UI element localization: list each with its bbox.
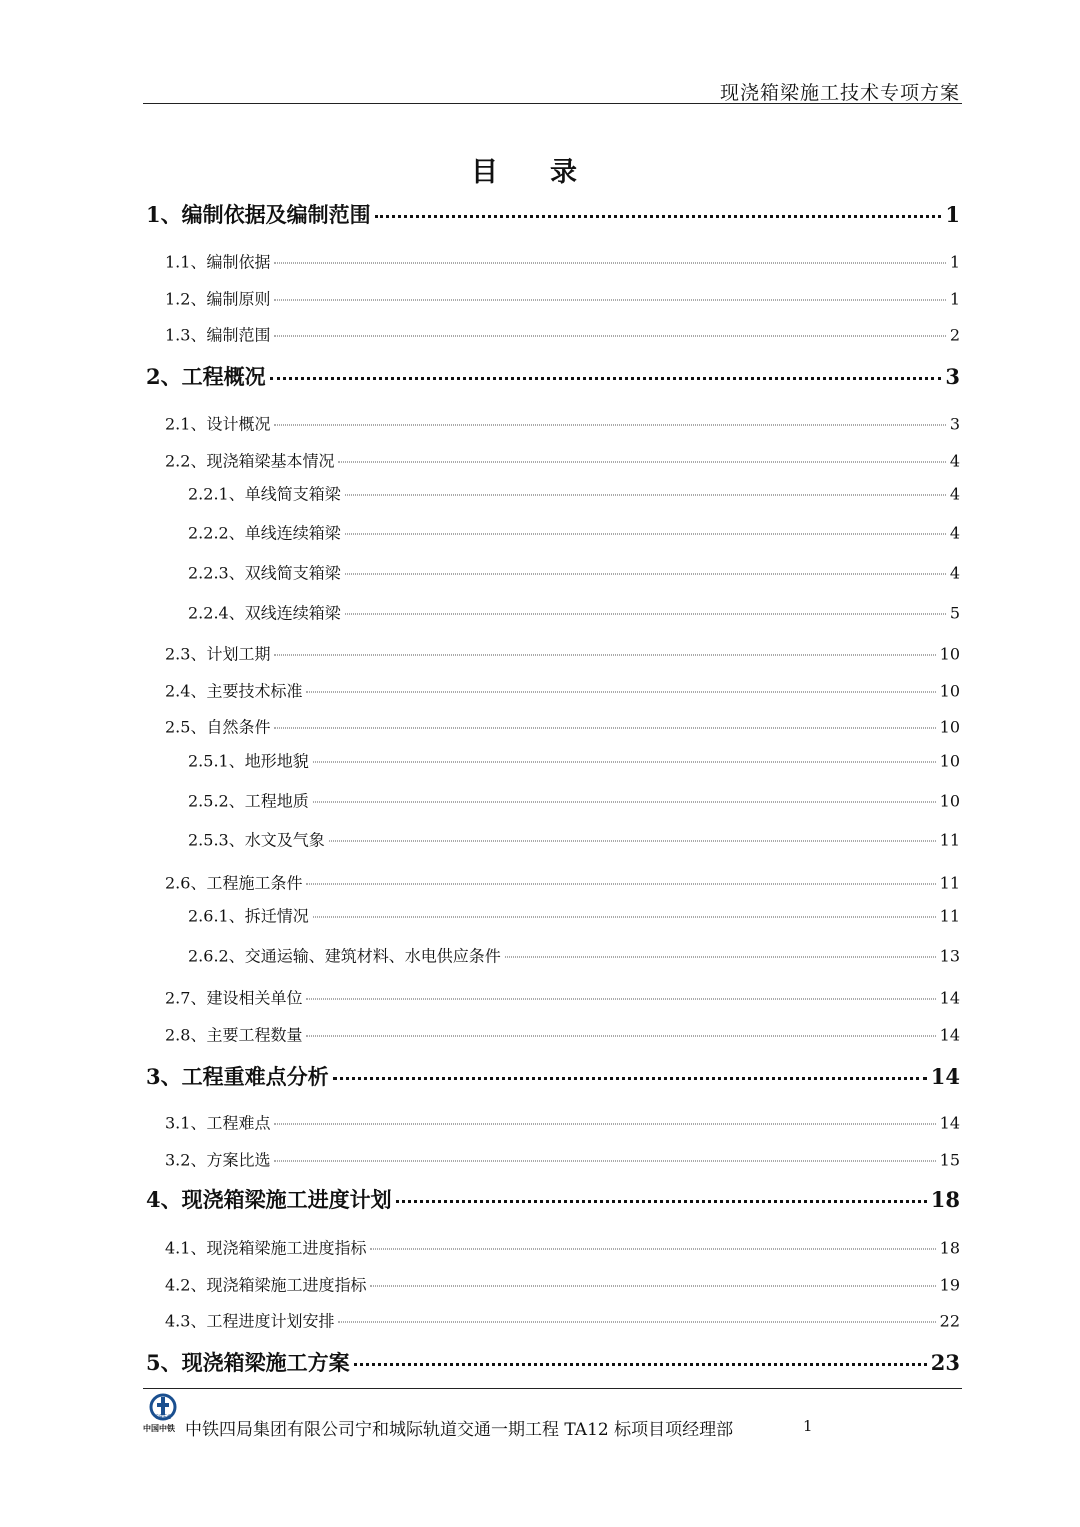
dot-leader bbox=[370, 1249, 935, 1250]
toc-entry-label: 2.6.1、拆迁情况 bbox=[188, 906, 309, 926]
toc-entry-page: 14 bbox=[930, 1064, 960, 1089]
toc-entry-page: 10 bbox=[939, 751, 960, 771]
dot-leader bbox=[306, 884, 935, 885]
dot-leader bbox=[338, 462, 945, 463]
toc-entry-page: 18 bbox=[930, 1187, 960, 1212]
toc-entry[interactable] bbox=[165, 449, 960, 472]
toc-entry-page: 3 bbox=[949, 414, 960, 434]
footer-rule bbox=[143, 1388, 962, 1389]
dot-leader bbox=[274, 728, 935, 729]
dot-leader bbox=[274, 425, 945, 426]
toc-entry-page: 4 bbox=[949, 484, 960, 504]
page-header-title: 现浇箱梁施工技术专项方案 bbox=[719, 82, 960, 104]
footer-company: 中铁四局集团有限公司宁和城际轨道交通一期工程 TA12 标项目项经理部 bbox=[185, 1420, 734, 1440]
toc-entry-label: 2.7、建设相关单位 bbox=[165, 988, 303, 1008]
toc-entry-page: 14 bbox=[939, 1113, 960, 1133]
toc-entry-page: 23 bbox=[930, 1350, 960, 1375]
toc-entry-page: 2 bbox=[949, 325, 960, 345]
dot-leader bbox=[274, 1124, 935, 1125]
toc-entry[interactable] bbox=[188, 828, 960, 851]
toc-entry-label: 4、现浇箱梁施工进度计划 bbox=[146, 1187, 392, 1212]
dot-leader bbox=[345, 574, 946, 575]
logo-mark-text: CREC bbox=[154, 1414, 172, 1421]
toc-entry-page: 14 bbox=[939, 988, 960, 1008]
footer-page-number: 1 bbox=[803, 1417, 813, 1435]
toc-entry-page: 11 bbox=[939, 830, 960, 850]
toc-entry-page: 3 bbox=[945, 364, 960, 389]
toc-entry[interactable] bbox=[165, 679, 960, 702]
dot-leader bbox=[345, 495, 946, 496]
dot-leader bbox=[274, 655, 935, 656]
toc-entry[interactable] bbox=[165, 1236, 960, 1259]
toc-entry-label: 3、工程重难点分析 bbox=[146, 1064, 329, 1089]
toc-entry[interactable] bbox=[165, 1111, 960, 1134]
toc-entry-label: 2.5、自然条件 bbox=[165, 717, 271, 737]
toc-entry-page: 14 bbox=[939, 1025, 960, 1045]
toc-entry[interactable] bbox=[165, 1148, 960, 1171]
toc-entry[interactable] bbox=[188, 482, 960, 505]
dot-leader bbox=[375, 215, 942, 218]
toc-entry-label: 3.2、方案比选 bbox=[165, 1150, 271, 1170]
toc-entry[interactable] bbox=[165, 412, 960, 435]
dot-leader bbox=[306, 999, 935, 1000]
toc-entry-page: 11 bbox=[939, 873, 960, 893]
toc-entry-page: 10 bbox=[939, 644, 960, 664]
toc-entry[interactable] bbox=[188, 904, 960, 927]
toc-entry[interactable] bbox=[165, 1309, 960, 1332]
toc-entry[interactable] bbox=[165, 287, 960, 310]
toc-entry[interactable] bbox=[165, 871, 960, 894]
toc-entry-label: 2.2.1、单线简支箱梁 bbox=[188, 484, 341, 504]
toc-entry-label: 5、现浇箱梁施工方案 bbox=[146, 1350, 350, 1375]
dot-leader bbox=[313, 917, 936, 918]
dot-leader bbox=[354, 1363, 927, 1366]
dot-leader bbox=[274, 263, 945, 264]
toc-entry-page: 4 bbox=[949, 563, 960, 583]
dot-leader bbox=[313, 802, 936, 803]
toc-entry-label: 2.2.2、单线连续箱梁 bbox=[188, 523, 341, 543]
toc-entry[interactable] bbox=[188, 521, 960, 544]
toc-entry-page: 22 bbox=[939, 1311, 960, 1331]
toc-entry-page: 4 bbox=[949, 523, 960, 543]
dot-leader bbox=[505, 957, 936, 958]
toc-entry[interactable] bbox=[188, 601, 960, 624]
dot-leader bbox=[306, 692, 935, 693]
toc-entry[interactable] bbox=[146, 361, 960, 391]
toc-entry-label: 4.2、现浇箱梁施工进度指标 bbox=[165, 1275, 367, 1295]
toc-entry-label: 2.6、工程施工条件 bbox=[165, 873, 303, 893]
toc-entry-label: 2.2.4、双线连续箱梁 bbox=[188, 603, 341, 623]
toc-entry[interactable] bbox=[146, 1347, 960, 1377]
dot-leader bbox=[333, 1077, 927, 1080]
footer bbox=[143, 1393, 963, 1453]
toc-entry[interactable] bbox=[165, 642, 960, 665]
toc-entry-page: 19 bbox=[939, 1275, 960, 1295]
toc-entry[interactable] bbox=[146, 1184, 960, 1214]
toc-entry-label: 2.2.3、双线简支箱梁 bbox=[188, 563, 341, 583]
toc-entry-label: 1.1、编制依据 bbox=[165, 252, 271, 272]
dot-leader bbox=[370, 1286, 935, 1287]
toc-title: 目录 bbox=[471, 157, 629, 188]
toc-entry[interactable] bbox=[188, 749, 960, 772]
dot-leader bbox=[274, 336, 945, 337]
toc-entry-page: 11 bbox=[939, 906, 960, 926]
toc-entry[interactable] bbox=[188, 561, 960, 584]
toc-entry[interactable] bbox=[165, 1273, 960, 1296]
toc-entry-page: 18 bbox=[939, 1238, 960, 1258]
toc-entry-page: 10 bbox=[939, 717, 960, 737]
dot-leader bbox=[274, 300, 945, 301]
toc-entry-label: 1、编制依据及编制范围 bbox=[146, 202, 371, 227]
toc-entry-page: 1 bbox=[949, 252, 960, 272]
dot-leader bbox=[274, 1161, 935, 1162]
dot-leader bbox=[338, 1322, 935, 1323]
toc-entry-page: 5 bbox=[949, 603, 960, 623]
dot-leader bbox=[306, 1036, 935, 1037]
toc-entry-page: 4 bbox=[949, 451, 960, 471]
toc-entry-label: 4.1、现浇箱梁施工进度指标 bbox=[165, 1238, 367, 1258]
dot-leader bbox=[270, 377, 942, 380]
toc-entry-page: 10 bbox=[939, 791, 960, 811]
logo-caption: 中国中铁 bbox=[143, 1424, 175, 1433]
toc-entry[interactable] bbox=[188, 944, 960, 967]
dot-leader bbox=[396, 1200, 927, 1203]
toc-entry-page: 10 bbox=[939, 681, 960, 701]
toc-entry-label: 2.3、计划工期 bbox=[165, 644, 271, 664]
toc-entry-page: 1 bbox=[945, 202, 960, 227]
toc-entry-label: 2.1、设计概况 bbox=[165, 414, 271, 434]
toc-entry-page: 13 bbox=[939, 946, 960, 966]
toc-entry-label: 1.3、编制范围 bbox=[165, 325, 271, 345]
toc-entry[interactable] bbox=[165, 715, 960, 738]
dot-leader bbox=[345, 614, 946, 615]
toc-entry-label: 2.8、主要工程数量 bbox=[165, 1025, 303, 1045]
toc-entry[interactable] bbox=[188, 789, 960, 812]
toc-entry-label: 2.6.2、交通运输、建筑材料、水电供应条件 bbox=[188, 946, 501, 966]
toc-entry-page: 15 bbox=[939, 1150, 960, 1170]
toc-entry[interactable] bbox=[165, 323, 960, 346]
dot-leader bbox=[313, 762, 936, 763]
toc-entry[interactable] bbox=[165, 250, 960, 273]
toc-entry-label: 2.2、现浇箱梁基本情况 bbox=[165, 451, 335, 471]
dot-leader bbox=[329, 841, 936, 842]
toc-entry-label: 4.3、工程进度计划安排 bbox=[165, 1311, 335, 1331]
toc-entry[interactable] bbox=[165, 986, 960, 1009]
toc-entry[interactable] bbox=[165, 1023, 960, 1046]
toc-entry-label: 2.5.3、水文及气象 bbox=[188, 830, 325, 850]
dot-leader bbox=[345, 534, 946, 535]
toc-entry[interactable] bbox=[146, 199, 960, 229]
toc-entry[interactable] bbox=[146, 1061, 960, 1091]
toc-entry-label: 2、工程概况 bbox=[146, 364, 266, 389]
toc-entry-label: 1.2、编制原则 bbox=[165, 289, 271, 309]
toc-entry-page: 1 bbox=[949, 289, 960, 309]
toc-entry-label: 2.5.2、工程地质 bbox=[188, 791, 309, 811]
toc-entry-label: 2.5.1、地形地貌 bbox=[188, 751, 309, 771]
toc-entry-label: 3.1、工程难点 bbox=[165, 1113, 271, 1133]
toc-entry-label: 2.4、主要技术标准 bbox=[165, 681, 303, 701]
